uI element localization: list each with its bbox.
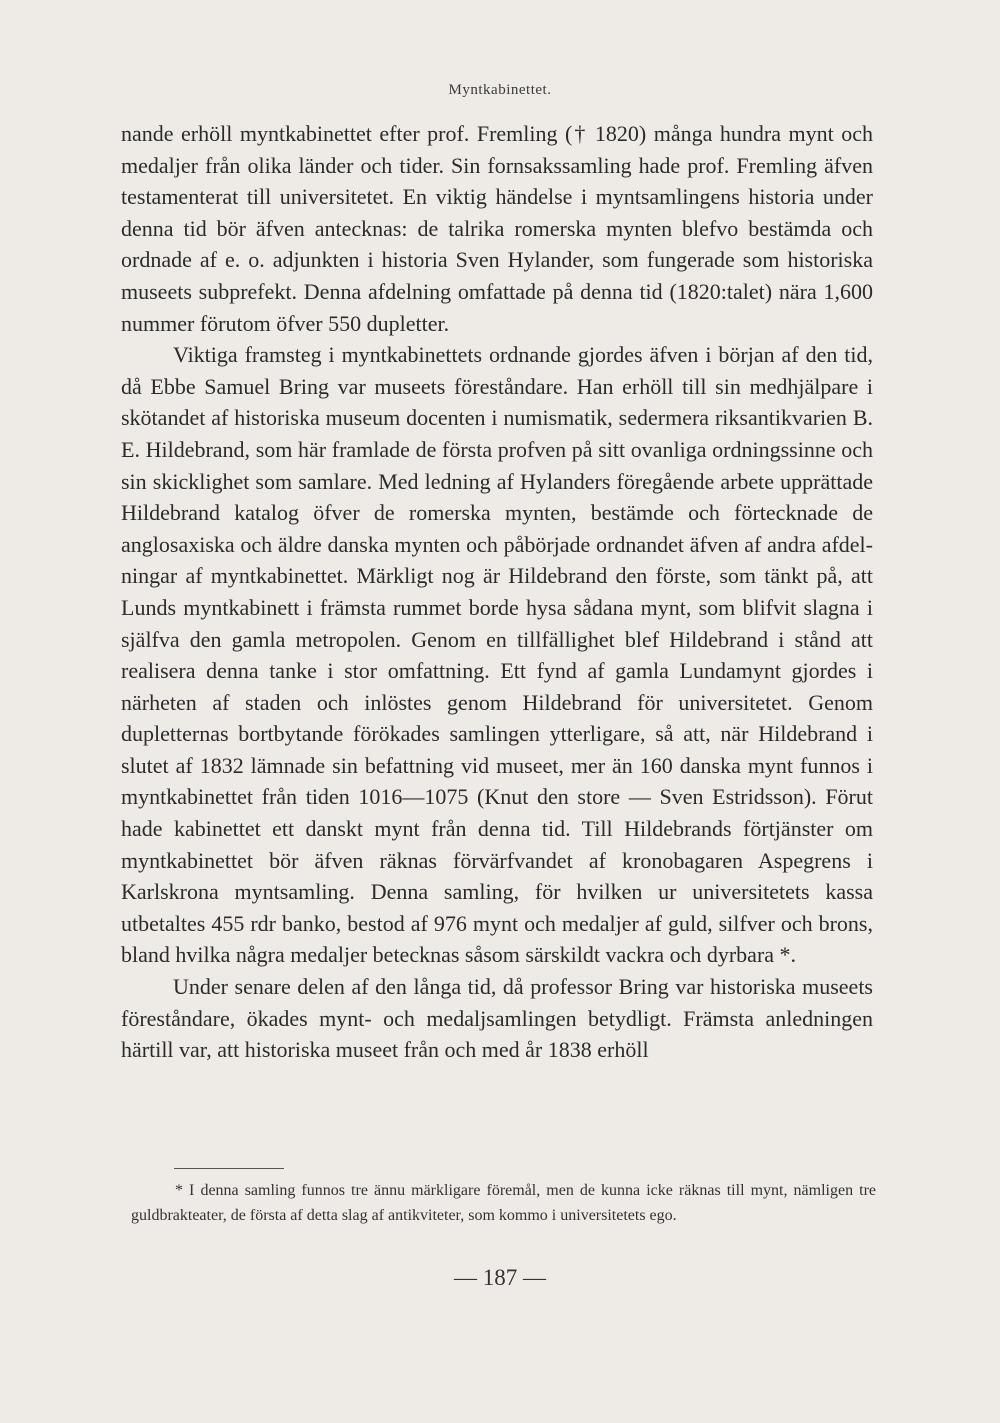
paragraph-3: Under senare delen af den långa tid, då professor Bring var historiska museets föreståndare, ökades mynt- och medaljsamlingen betydligt. Främsta anledningen härtill var, att historiska museet från och med år 1838 erhöll [121,974,873,1063]
paragraph-1: nande erhöll myntkabinettet efter prof. Fremling († 1820) många hundra mynt och medaljer från olika länder och tider. Sin fornsakssamling hade prof. Fremling äfven testamenterat till universitetet. En viktig händelse i myntsamlingens historia under denna tid bör äfven antecknas: de talrika romerska mynten blefvo bestämda och ordnade af e. o. adjunkten i historia Sven Hylander, som fungerade som historiska museets subprefekt. Denna afdelning omfattade på denna tid (1820:talet) nära 1,600 nummer förutom öfver 550 dupletter. [121,121,873,336]
footnote: * I denna samling funnos tre ännu märkligare föremål, men de kunna icke räknas till mynt, nämligen tre guldbrakteater, de första af detta slag af antikviteter, som kommo i universitetets ego. [131,1182,876,1224]
page-number: — 187 — [454,1265,546,1290]
paragraph-2: Viktiga framsteg i myntkabinettets ordnande gjordes äfven i början af den tid, då Ebbe Samuel Bring var museets föreståndare. Han erhöll till sin medhjälpare i skötandet af historiska museum docenten i numismatik, sedermera riksantikvarien B. E. Hildebrand, som här framlade de första profven på sitt ovanliga ordningssinne och sin skicklighet som samlare. Med ledning af Hylanders föregående arbete upprättade Hildebrand katalog öfver de romerska mynten, bestämde och förtecknade de anglosaxiska och äldre danska mynten och påbörjade ordnandet äfven af andra afdelningar af myntkabinettet. Märkligt nog är Hildebrand den förste, som tänkt på, att Lunds myntkabinett i främsta rummet borde hysa sådana mynt, som blifvit slagna i själfva den gamla metropolen. Genom en tillfällighet blef Hildebrand i stånd att realisera denna tanke i stor omfattning. Ett fynd af gamla Lundamynt gjordes i närheten af staden och inlöstes genom Hildebrand för universitetet. Genom dupletternas bortbytande förökades samlingen ytterligare, så att, när Hildebrand i slutet af 1832 lämnade sin befattning vid museet, mer än 160 danska mynt funnos i myntkabinettet från tiden 1016—1075 (Knut den store — Sven Estridsson). Förut hade kabinettet ett danskt mynt från denna tid. Till Hildebrands förtjänster om myntkabinettet bör äfven räknas förvärfvandet af kronobagaren Aspegrens i Karlskrona myntsamling. Denna samling, för hvilken ur universitetets kassa utbetaltes 455 rdr banko, bestod af 976 mynt och medaljer af guld, silfver och brons, bland hvilka några medaljer betecknas såsom särskildt vackra och dyrbara *. [121,342,873,968]
running-title: Myntkabinettet. [448,82,552,98]
body-text [121,118,873,1066]
footnote-divider [174,1168,284,1169]
